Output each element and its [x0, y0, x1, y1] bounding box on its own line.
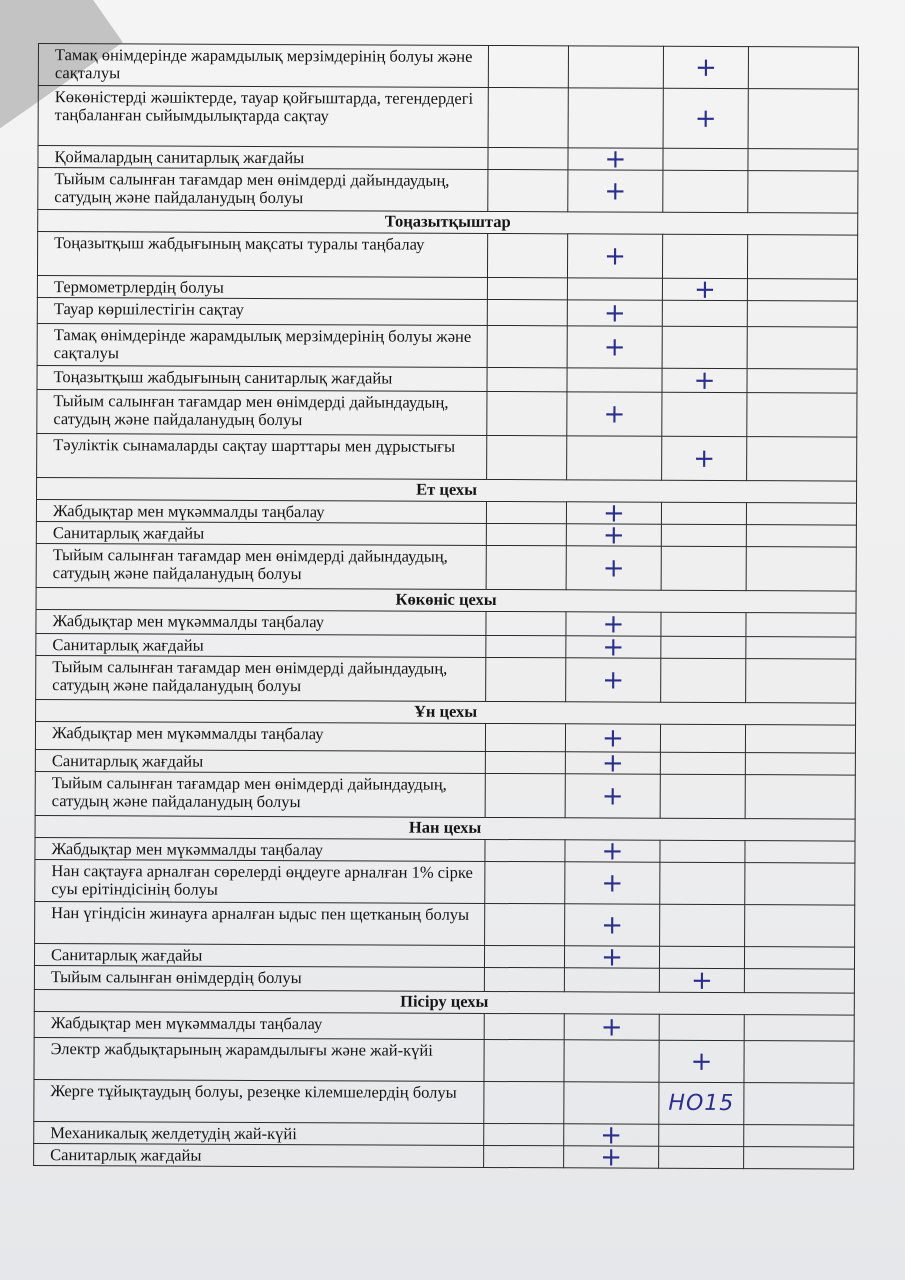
empty-cell: [746, 525, 856, 547]
table-row: [34, 1079, 854, 1125]
empty-cell: [662, 234, 747, 278]
table-row: [38, 44, 858, 90]
empty-cell: [663, 148, 748, 170]
handwritten-plus-mark: +: [567, 300, 662, 326]
handwritten-plus-mark: +: [565, 862, 660, 904]
empty-cell: [660, 904, 745, 946]
empty-cell: [744, 1125, 854, 1147]
criterion-text: Тоңазытқыш жабдығының мақсаты туралы таңбалау: [37, 232, 487, 278]
criterion-text: Санитарлық жағдайы: [35, 749, 485, 773]
handwritten-plus-mark: +: [663, 46, 748, 88]
empty-cell: [660, 840, 745, 862]
empty-cell: [485, 723, 565, 751]
empty-cell: [747, 301, 857, 327]
section-title: Пісіру цехы: [34, 989, 854, 1015]
empty-cell: [564, 1082, 659, 1124]
handwritten-plus-mark: +: [566, 636, 661, 658]
criterion-text: Санитарлық жағдайы: [36, 633, 486, 657]
handwritten-note: НО15: [659, 1082, 744, 1124]
criterion-text: Нан сақтауға арналған сөрелерді өңдеуге арналған 1% сірке суы ерітіндісінің болуы: [35, 859, 485, 903]
section-title: Ет цехы: [37, 477, 857, 503]
criterion-text: Электр жабдықтарының жарамдылығы және жай-күйі: [34, 1037, 484, 1081]
handwritten-plus-mark: +: [565, 752, 660, 774]
empty-cell: [487, 391, 567, 435]
empty-cell: [747, 327, 857, 369]
table-row: [36, 655, 856, 703]
handwritten-plus-mark: +: [565, 840, 660, 862]
empty-cell: [660, 724, 745, 752]
empty-cell: [660, 862, 745, 904]
empty-cell: [746, 547, 856, 591]
table-row: [35, 721, 855, 753]
empty-cell: [746, 637, 856, 659]
empty-cell: [661, 636, 746, 658]
empty-cell: [663, 170, 748, 212]
empty-cell: [747, 393, 857, 437]
empty-cell: [745, 905, 855, 947]
criterion-text: Термометрлердің болуы: [37, 275, 487, 299]
handwritten-plus-mark: +: [659, 968, 744, 992]
section-title: Ұн цехы: [36, 699, 856, 725]
criterion-text: Қоймалардың санитарлық жағдайы: [38, 146, 488, 170]
empty-cell: [486, 657, 566, 701]
empty-cell: [486, 523, 566, 545]
empty-cell: [661, 524, 746, 546]
empty-cell: [487, 367, 567, 391]
criterion-text: Нан үгіндісін жинауға арналған ыдыс пен щетканың болуы: [35, 901, 485, 945]
empty-cell: [564, 1040, 659, 1082]
empty-cell: [659, 1014, 744, 1040]
empty-cell: [567, 278, 662, 300]
criterion-text: Жабдықтар мен мүкәммалды таңбалау: [35, 837, 485, 861]
handwritten-plus-mark: +: [565, 724, 660, 752]
empty-cell: [484, 1145, 564, 1167]
empty-cell: [744, 1015, 854, 1041]
criterion-text: Санитарлық жағдайы: [34, 943, 484, 967]
empty-cell: [486, 635, 566, 657]
empty-cell: [748, 149, 858, 171]
empty-cell: [486, 611, 566, 635]
handwritten-plus-mark: +: [564, 1124, 659, 1146]
criterion-text: Тыйым салынған тағамдар мен өнімдерді дайындаудың, сатудың және пайдаланудың болуы: [36, 543, 486, 589]
empty-cell: [747, 437, 857, 481]
empty-cell: [487, 325, 567, 367]
empty-cell: [662, 392, 747, 436]
inspection-table: [33, 43, 859, 1173]
empty-cell: [485, 773, 565, 817]
criterion-text: Жабдықтар мен мүкәммалды таңбалау: [36, 609, 486, 635]
empty-cell: [662, 326, 747, 368]
empty-cell: [488, 169, 568, 211]
empty-cell: [745, 863, 855, 905]
handwritten-plus-mark: +: [566, 612, 661, 636]
criterion-text: Механикалық желдетудің жай-күйі: [34, 1121, 484, 1145]
table-row: [37, 323, 857, 369]
criterion-text: Тыйым салынған тағамдар мен өнімдерді дайындаудың, сатудың және пайдаланудың болуы: [38, 168, 488, 212]
criterion-text: Жабдықтар мен мүкәммалды таңбалау: [34, 1011, 484, 1039]
criterion-text: Тыйым салынған тағамдар мен өнімдерді дайындаудың, сатудың және пайдаланудың болуы: [36, 655, 486, 701]
empty-cell: [661, 502, 746, 524]
empty-cell: [485, 903, 565, 945]
empty-cell: [661, 546, 746, 590]
empty-cell: [484, 1039, 564, 1081]
handwritten-plus-mark: +: [567, 326, 662, 368]
empty-cell: [747, 235, 857, 279]
table-row: [37, 297, 857, 327]
criterion-text: Тыйым салынған өнімдердің болуы: [34, 965, 484, 991]
empty-cell: [746, 613, 856, 637]
handwritten-plus-mark: +: [663, 88, 748, 148]
empty-cell: [487, 299, 567, 325]
section-title: Тоңазытқыштар: [38, 210, 858, 236]
section-title: Нан цехы: [35, 815, 855, 841]
table-row: [35, 859, 855, 905]
empty-cell: [746, 503, 856, 525]
empty-cell: [486, 501, 566, 523]
criterion-text: Жабдықтар мен мүкәммалды таңбалау: [35, 721, 485, 751]
empty-cell: [488, 147, 568, 169]
empty-cell: [487, 233, 567, 277]
empty-cell: [568, 46, 663, 88]
table-row: [34, 965, 854, 993]
empty-cell: [487, 435, 567, 479]
table-row: [35, 771, 855, 819]
criterion-text: Жерге тұйықтаудың болуы, резеңке кілемшелердің болуы: [34, 1079, 484, 1123]
empty-cell: [485, 861, 565, 903]
handwritten-plus-mark: +: [566, 658, 661, 702]
criterion-text: Жабдықтар мен мүкәммалды таңбалау: [36, 499, 486, 523]
empty-cell: [659, 1124, 744, 1146]
empty-cell: [660, 774, 745, 818]
empty-cell: [484, 967, 564, 991]
section-title: Көкөніс цехы: [36, 587, 856, 613]
empty-cell: [747, 369, 857, 393]
criterion-text: Көкөністерді жәшіктерде, тауар қойғыштарда, тегендердегі таңбаланған сыйымдылықтарда сақтау: [38, 86, 488, 148]
handwritten-plus-mark: +: [564, 946, 659, 968]
empty-cell: [488, 87, 568, 147]
table-row: [37, 365, 857, 393]
empty-cell: [567, 368, 662, 392]
criterion-text: Тамақ өнімдерінде жарамдылық мерзімдерінің болуы және сақталуы: [37, 323, 487, 367]
table-row: [37, 389, 857, 437]
empty-cell: [748, 89, 858, 149]
table-row: [38, 168, 858, 214]
table-row: [34, 1037, 854, 1083]
table-row: [34, 1143, 854, 1169]
criterion-text: Санитарлық жағдайы: [34, 1143, 484, 1167]
empty-cell: [744, 947, 854, 969]
empty-cell: [747, 279, 857, 301]
empty-cell: [748, 171, 858, 213]
empty-cell: [487, 277, 567, 299]
handwritten-plus-mark: +: [659, 1040, 744, 1082]
handwritten-plus-mark: +: [565, 774, 660, 818]
handwritten-plus-mark: +: [662, 368, 747, 392]
empty-cell: [661, 658, 746, 702]
empty-cell: [484, 1013, 564, 1039]
handwritten-plus-mark: +: [568, 170, 663, 212]
empty-cell: [567, 436, 662, 480]
empty-cell: [568, 88, 663, 148]
table-row: [37, 232, 857, 280]
table-row: [34, 1011, 854, 1041]
handwritten-plus-mark: +: [567, 392, 662, 436]
criterion-text: Тоңазытқыш жабдығының санитарлық жағдайы: [37, 365, 487, 391]
empty-cell: [661, 612, 746, 636]
criterion-text: Тәуліктік сынамаларды сақтау шарттары мен дұрыстығы: [37, 433, 487, 479]
handwritten-plus-mark: +: [565, 904, 660, 946]
empty-cell: [659, 1146, 744, 1168]
handwritten-plus-mark: +: [566, 502, 661, 524]
handwritten-plus-mark: +: [564, 1146, 659, 1168]
empty-cell: [745, 725, 855, 753]
handwritten-plus-mark: +: [568, 148, 663, 170]
table-row: [38, 86, 858, 150]
empty-cell: [485, 839, 565, 861]
empty-cell: [745, 753, 855, 775]
table-row: [36, 609, 856, 637]
empty-cell: [745, 775, 855, 819]
empty-cell: [484, 1081, 564, 1123]
empty-cell: [485, 751, 565, 773]
empty-cell: [748, 47, 858, 89]
empty-cell: [484, 1123, 564, 1145]
empty-cell: [488, 45, 568, 87]
empty-cell: [744, 1147, 854, 1169]
handwritten-plus-mark: +: [662, 278, 747, 300]
handwritten-plus-mark: +: [564, 1014, 659, 1040]
criterion-text: Тамақ өнімдерінде жарамдылық мерзімдерінің болуы және сақталуы: [38, 44, 488, 88]
empty-cell: [744, 1083, 854, 1125]
empty-cell: [486, 545, 566, 589]
table-row: [36, 543, 856, 591]
empty-cell: [484, 945, 564, 967]
empty-cell: [744, 1041, 854, 1083]
empty-cell: [660, 752, 745, 774]
empty-cell: [745, 841, 855, 863]
handwritten-plus-mark: +: [566, 546, 661, 590]
handwritten-plus-mark: +: [567, 234, 662, 278]
criterion-text: Тауар көршілестігін сақтау: [37, 297, 487, 325]
handwritten-plus-mark: +: [662, 436, 747, 480]
criterion-text: Тыйым салынған тағамдар мен өнімдерді дайындаудың, сатудың және пайдаланудың болуы: [35, 771, 485, 817]
empty-cell: [746, 659, 856, 703]
table-row: [35, 901, 855, 947]
empty-cell: [744, 969, 854, 993]
handwritten-plus-mark: +: [566, 524, 661, 546]
criterion-text: Санитарлық жағдайы: [36, 521, 486, 545]
table-row: [37, 433, 857, 481]
criterion-text: Тыйым салынған тағамдар мен өнімдерді дайындаудың, сатудың және пайдаланудың болуы: [37, 389, 487, 435]
